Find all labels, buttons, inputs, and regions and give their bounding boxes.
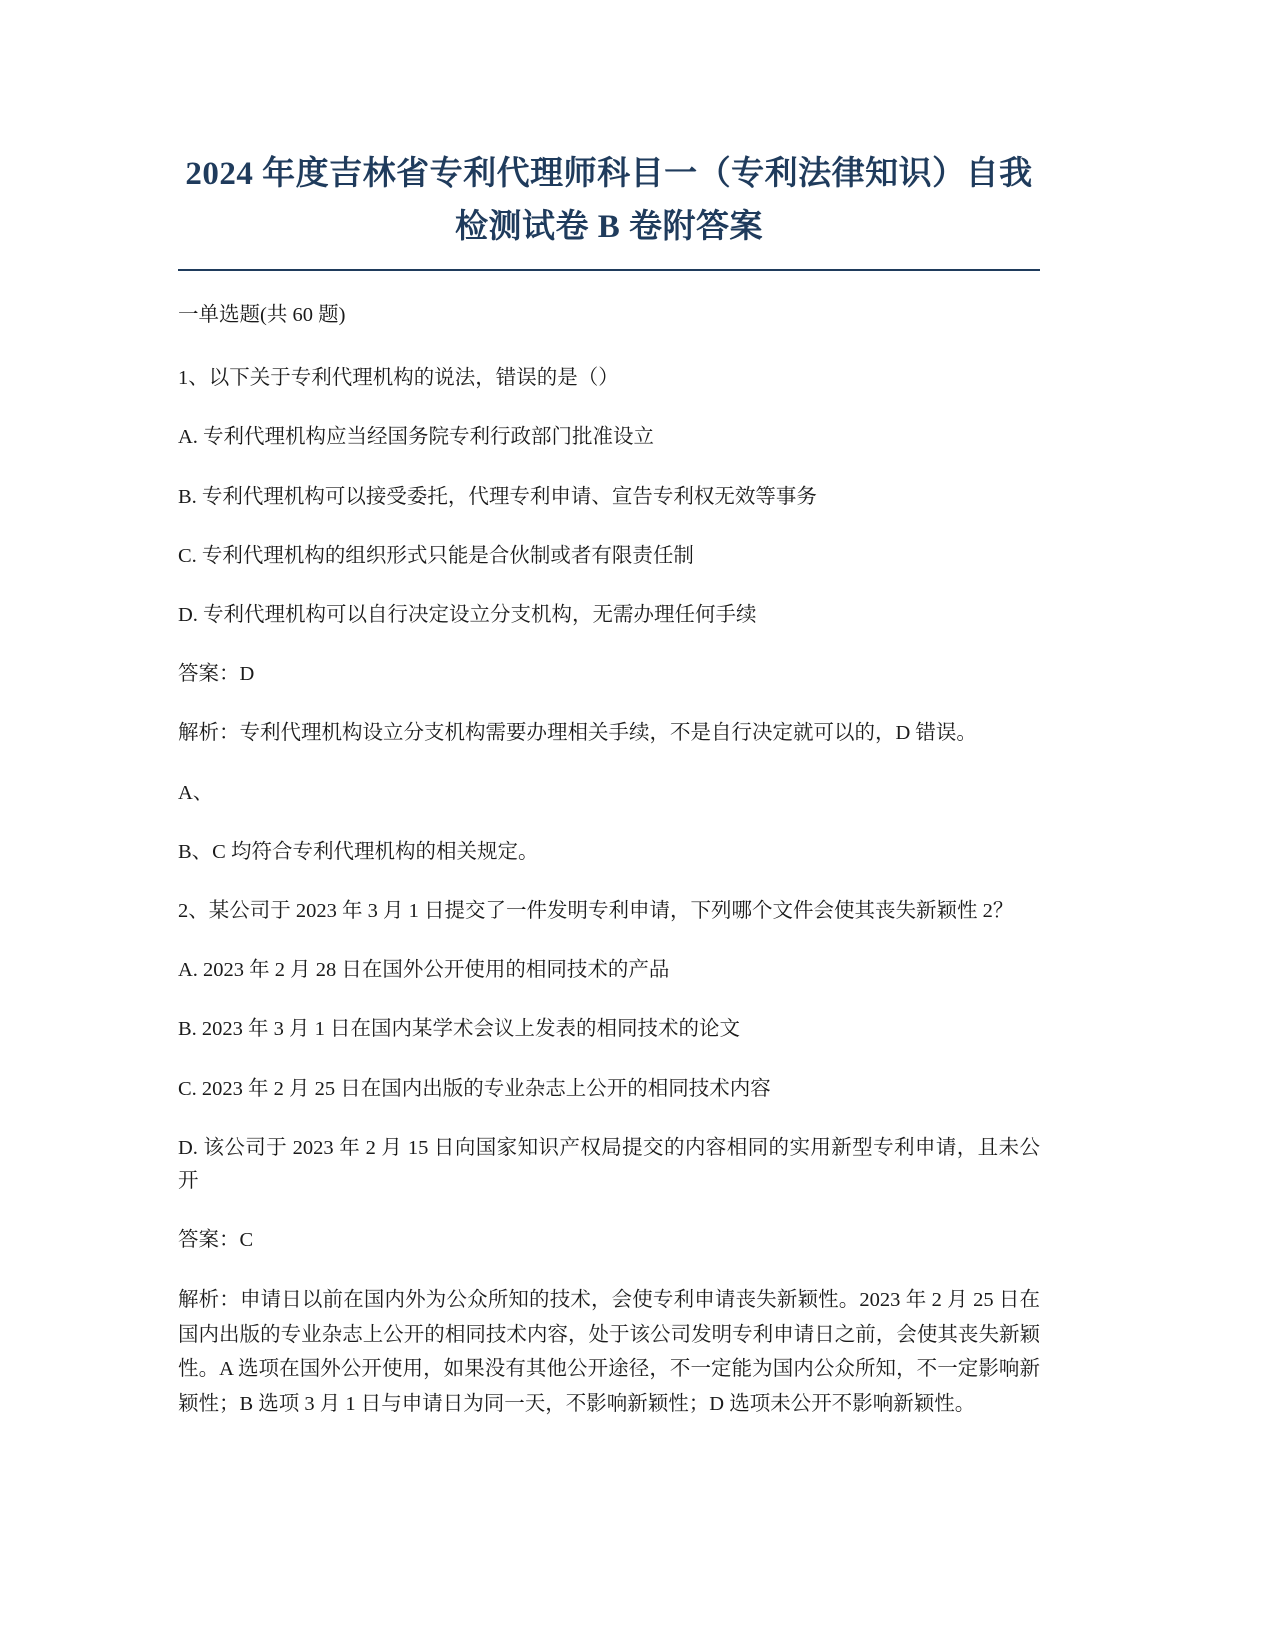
question-2-option-d: D. 该公司于 2023 年 2 月 15 日向国家知识产权局提交的内容相同的实用新型专利申请，且未公开	[178, 1136, 1040, 1192]
question-1-explanation: 解析：专利代理机构设立分支机构需要办理相关手续，不是自行决定就可以的，D 错误。	[178, 722, 977, 745]
question-2-option-a: A. 2023 年 2 月 28 日在国外公开使用的相同技术的产品	[178, 959, 670, 982]
question-1-note-bc: B、C 均符合专利代理机构的相关规定。	[178, 840, 539, 863]
title-divider	[178, 269, 1040, 271]
question-1-option-a: A. 专利代理机构应当经国务院专利行政部门批准设立	[178, 426, 655, 449]
question-1-option-c: C. 专利代理机构的组织形式只能是合伙制或者有限责任制	[178, 544, 694, 567]
page-content	[178, 0, 1040, 1421]
question-2-answer: 答案：C	[178, 1229, 254, 1252]
question-2-option-c: C. 2023 年 2 月 25 日在国内出版的专业杂志上公开的相同技术内容	[178, 1077, 771, 1100]
question-2-explanation: 解析：申请日以前在国内外为公众所知的技术，会使专利申请丧失新颖性。2023 年 2 月 25 日在国内出版的专业杂志上公开的相同技术内容，处于该公司发明专利申请日之前，会使其丧失新颖性。A 选项在国外公开使用，如果没有其他公开途径，不一定能为国内公众所知，不一定影响新颖性；B 选项 3 月 1 日与申请日为同一天，不影响新颖性；D 选项未公开不影响新颖性。	[178, 1289, 1040, 1415]
question-1-note-a: A、	[178, 781, 214, 804]
question-1-answer: 答案：D	[178, 663, 255, 686]
question-1-stem: 1、以下关于专利代理机构的说法，错误的是（）	[178, 367, 619, 390]
exam-body	[178, 299, 1040, 1421]
page-title: 2024 年度吉林省专利代理师科目一（专利法律知识）自我检测试卷 B 卷附答案	[185, 156, 1033, 246]
question-2-stem: 2、某公司于 2023 年 3 月 1 日提交了一件发明专利申请，下列哪个文件会使其丧失新颖性 2？	[178, 899, 1014, 922]
question-2-option-b: B. 2023 年 3 月 1 日在国内某学术会议上发表的相同技术的论文	[178, 1018, 741, 1041]
section-heading: 一单选题(共 60 题)	[178, 303, 346, 326]
question-1-option-b: B. 专利代理机构可以接受委托，代理专利申请、宣告专利权无效等事务	[178, 485, 817, 508]
question-1-option-d: D. 专利代理机构可以自行决定设立分支机构，无需办理任何手续	[178, 603, 757, 626]
